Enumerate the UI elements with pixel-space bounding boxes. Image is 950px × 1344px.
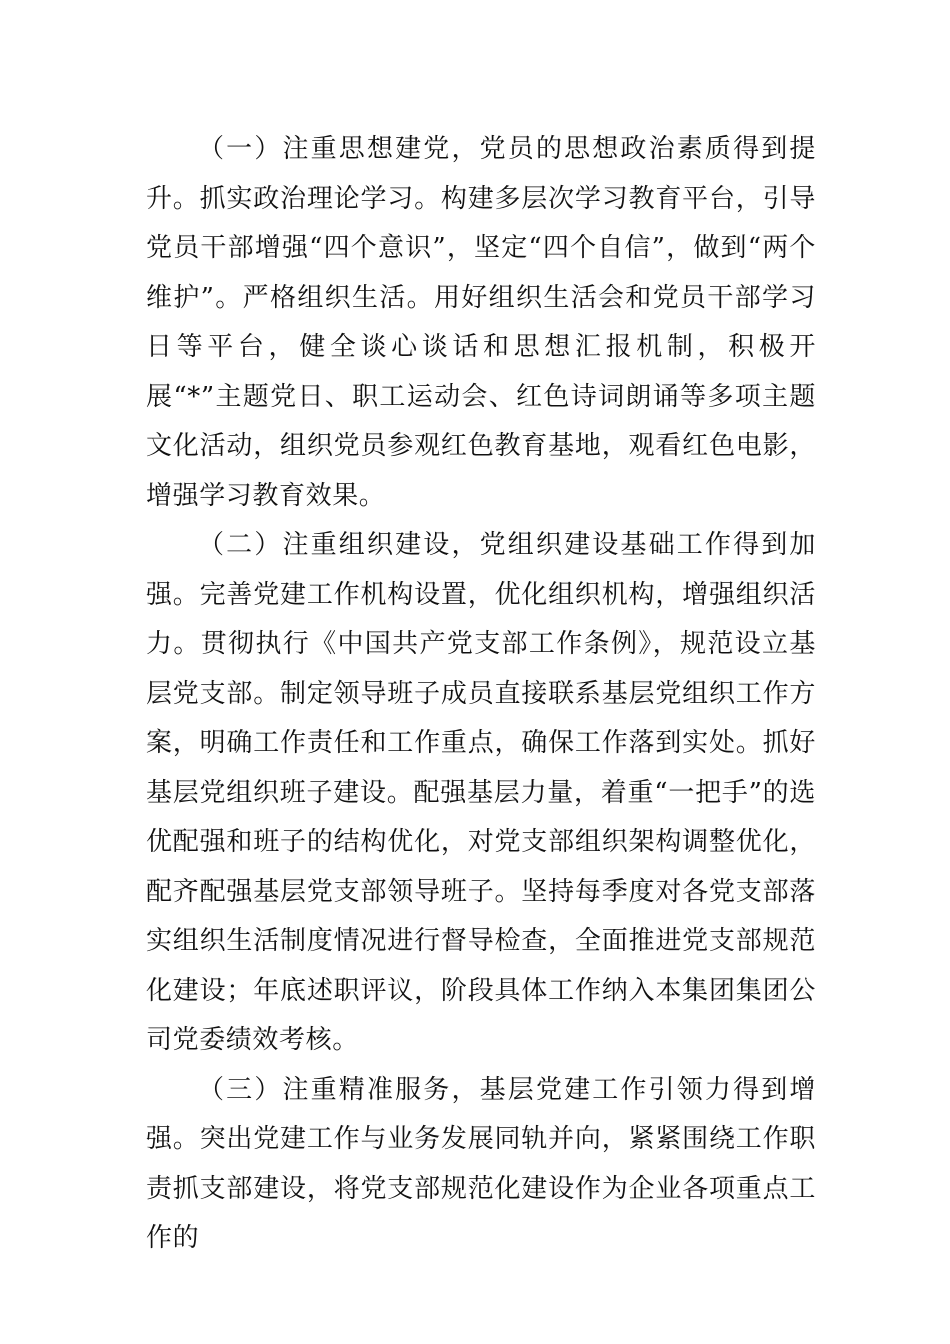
paragraph-thought-building: （一）注重思想建党，党员的思想政治素质得到提升。抓实政治理论学习。构建多层次学习教育平台，引导党员干部增强“四个意识”，坚定“四个自信”，做到“两个维护”。严格组织生活。用好组织生活会和党员干部学习日等平台，健全谈心谈话和思想汇报机制，积极开展“*”主题党日、职工运动会、红色诗词朗诵等多项主题文化活动，组织党员参观红色教育基地，观看红色电影，增强学习教育效果。 <box>146 134 816 511</box>
paragraph-organization-building: （二）注重组织建设，党组织建设基础工作得到加强。完善党建工作机构设置，优化组织机构，增强组织活力。贯彻执行《中国共产党支部工作条例》，规范设立基层党支部。制定领导班子成员直接联系基层党组织工作方案，明确工作责任和工作重点，确保工作落到实处。抓好基层党组织班子建设。配强基层力量，着重“一把手”的选优配强和班子的结构优化，对党支部组织架构调整优化，配齐配强基层党支部领导班子。坚持每季度对各党支部落实组织生活制度情况进行督导检查，全面推进党支部规范化建设；年底述职评议，阶段具体工作纳入本集团集团公司党委绩效考核。 <box>146 530 816 1055</box>
paragraph-precise-service: （三）注重精准服务，基层党建工作引领力得到增强。突出党建工作与业务发展同轨并向，紧紧围绕工作职责抓支部建设，将党支部规范化建设作为企业各项重点工作的 <box>146 1074 816 1253</box>
document-body <box>146 125 816 1264</box>
